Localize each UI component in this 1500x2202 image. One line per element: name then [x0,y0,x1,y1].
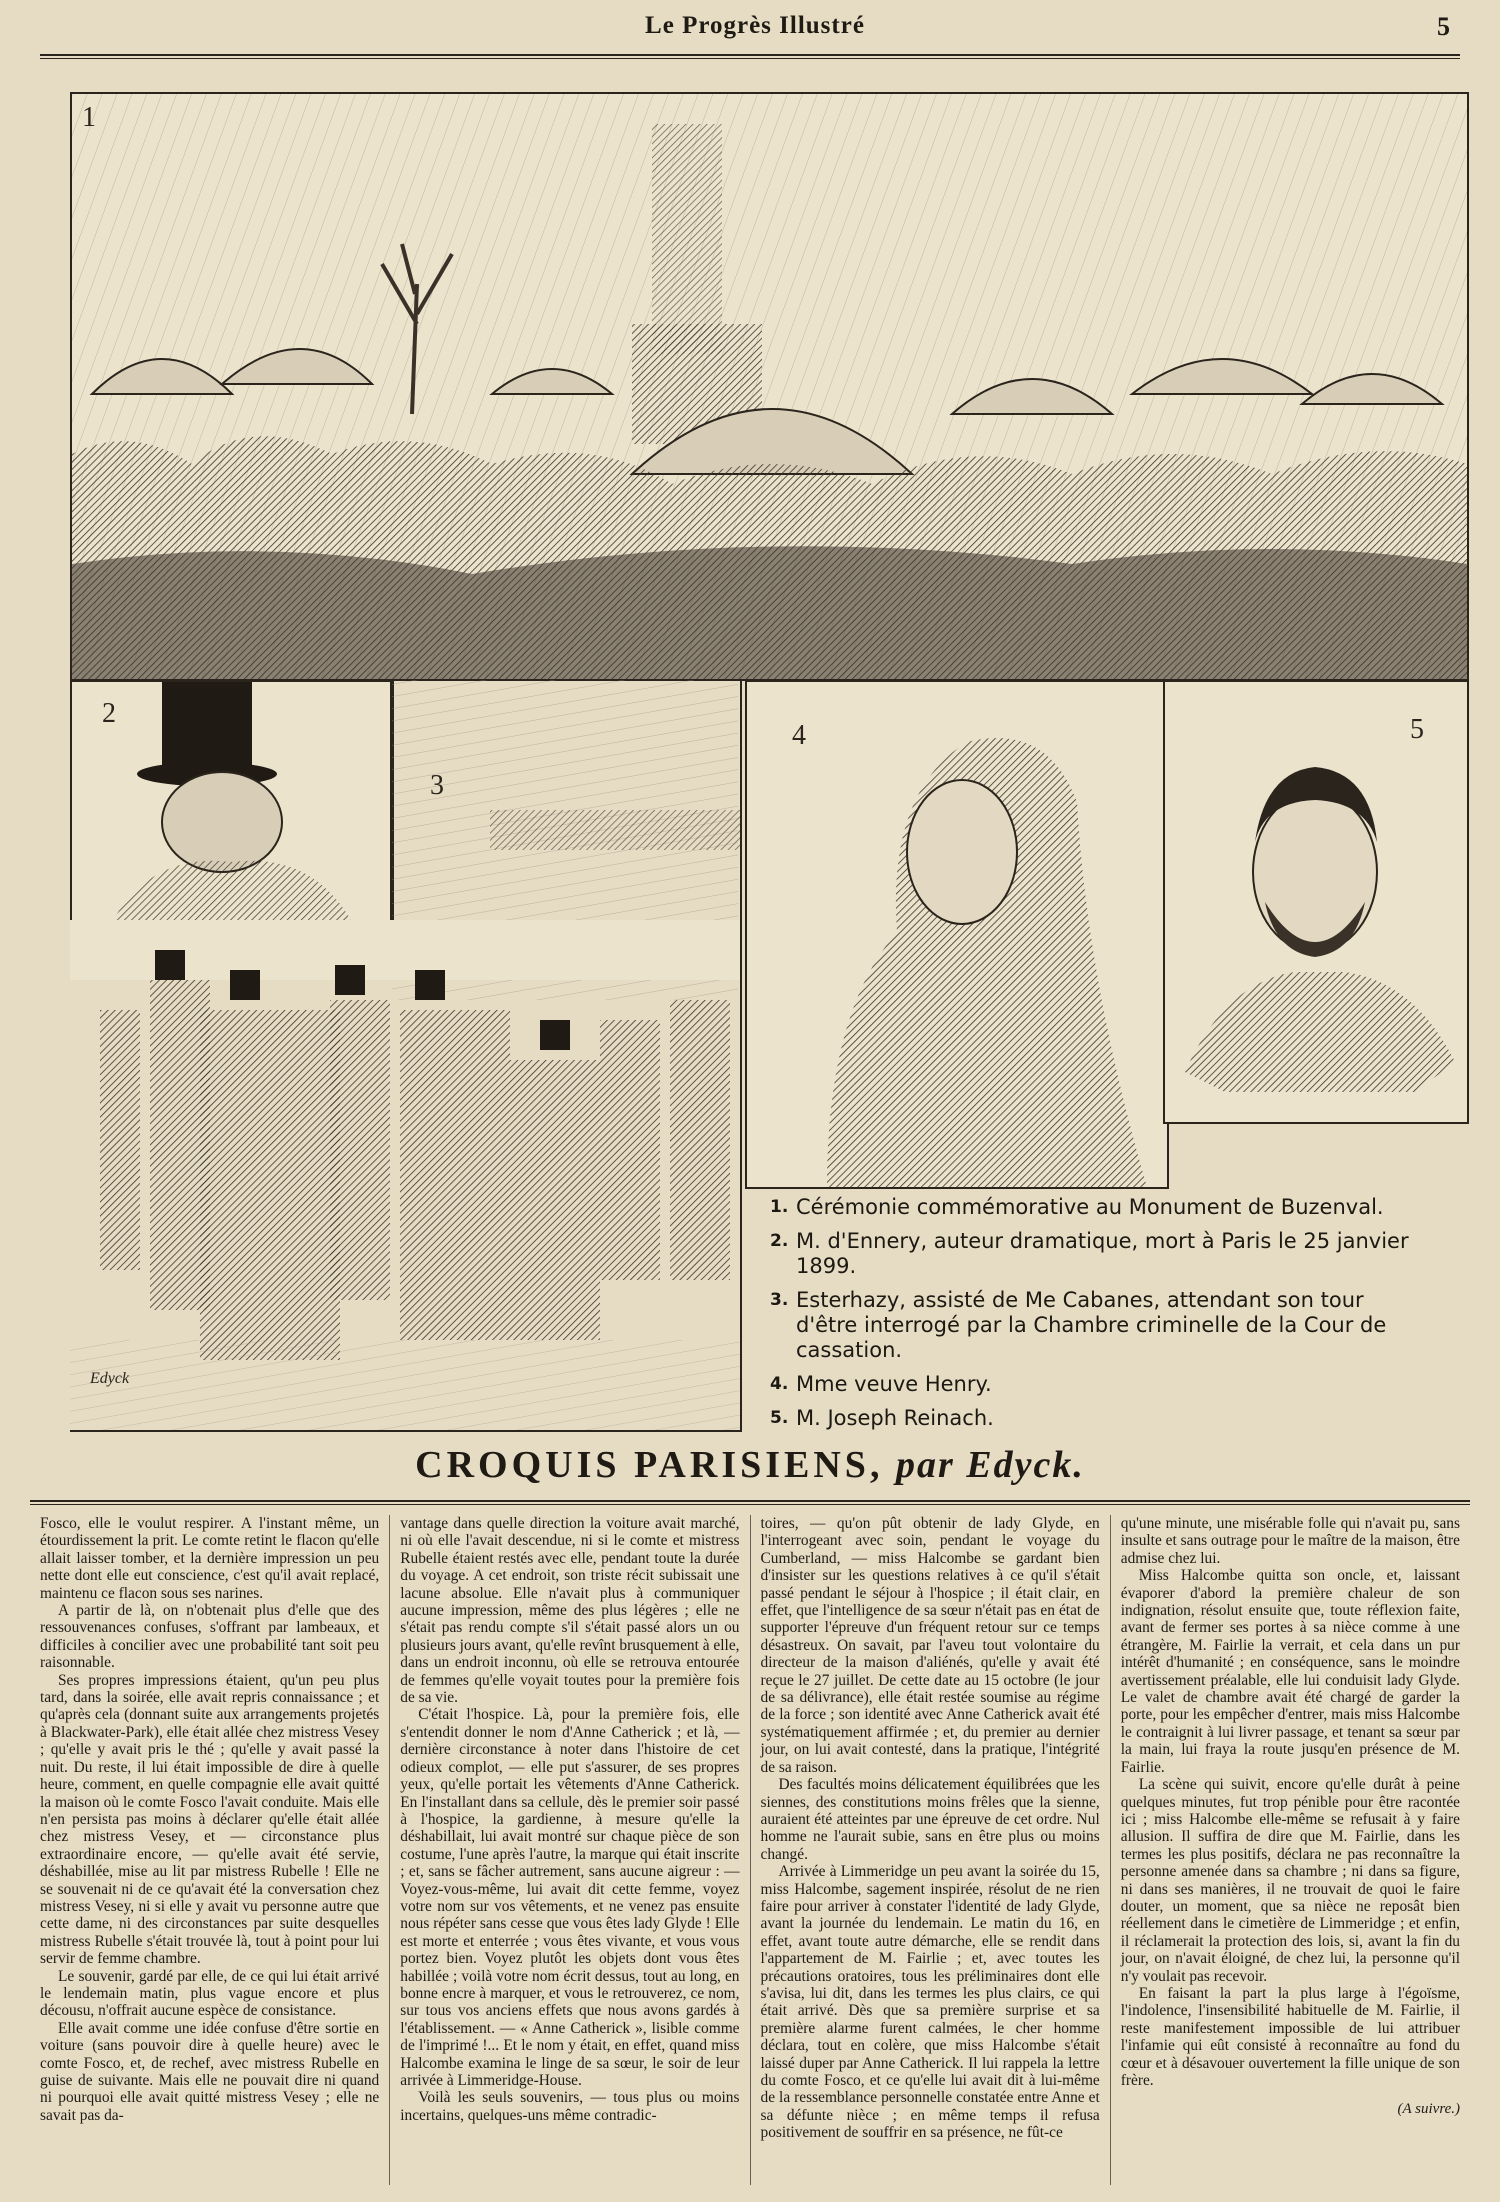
page-number: 5 [1437,12,1450,41]
caption-3 [770,1288,1420,1363]
plate-number-2: 2 [102,698,116,729]
feature-title-byline: par Edyck. [895,1444,1085,1486]
article-paragraph: Miss Halcombe quitta son oncle, et, laissant évaporer d'abord la première chaleur de son indignation, résolut ensuite que, toute réflexion faite, avant de fermer ses portes à sa nièce comme à une étrangère, M. Fairlie la verrait, et cela dans un pur intérêt d'humanité ; en conséquence, sans le moindre avertissement préalable, elle lui conduisit lady Glyde. Le valet de chambre avait été chargé de garder la porte, pour les empêcher d'entrer, mais miss Halcombe le contraignit à lui livrer passage, et tenant sa sœur par la main, lui fraya la route jusqu'en présence de M. Fairlie. [1120,1567,1460,1776]
article-paragraph: qu'une minute, une misérable folle qui n'avait pu, sans insulte et sans outrage pour le maître de la maison, être admise chez lui. [1120,1515,1460,1567]
article-paragraph: Elle avait comme une idée confuse d'être sortie en voiture (sans pouvoir dire à quelle heure) avec le comte Fosco, et, de rechef, avec mistress Rubelle en guise de suivante. Mais elle ne pouvait dire ni quand ni pourquoi elle avait quitté mistress Vesey ; elle ne savait pas da- [40,2019,380,2124]
plate-number-4: 4 [792,720,806,751]
article-paragraph: Fosco, elle le voulut respirer. A l'instant même, un étourdissement la prit. Le comte retint le flacon qu'elle allait laisser tomber, et la dernière impression un peu nette dont elle eut conscience, c'est qu'il avait replacé, maintenu ce flacon sous ses narines. [40,1515,380,1602]
feature-title-main: CROQUIS PARISIENS, [415,1444,884,1486]
caption-1 [770,1195,1420,1220]
caption-text: M. d'Ennery, auteur dramatique, mort à Paris le 25 janvier 1899. [796,1229,1409,1278]
illustration-joseph-reinach [1163,680,1469,1124]
plate-number-5: 5 [1410,714,1424,745]
header-rule [40,54,1460,56]
caption-4 [770,1372,1420,1397]
masthead [60,10,1450,50]
to-be-continued: (A suivre.) [1397,2101,1460,2118]
feature-title [0,1443,1500,1487]
caption-text: Mme veuve Henry. [796,1372,992,1396]
caption-number: 1. [770,1197,789,1217]
plate-number-1: 1 [82,102,96,133]
article-paragraph: vantage dans quelle direction la voiture avait marché, ni où elle l'avait descendue, ni si le comte et mistress Rubelle étaient restés avec elle, pendant toute la durée du voyage. A cet endroit, son triste récit subissait une lacune absolue. Elle n'avait plus à communiquer aucune impression, même des plus légères ; elle ne s'était pas rendu compte s'il s'était passé alors un ou plusieurs jours avant, qu'elle revînt brusquement à elle, dans un endroit inconnu, où elle se retrouva entourée de femmes qu'elle voyait toutes pour la première fois de sa vie. [400,1515,740,1707]
caption-text: Esterhazy, assisté de Me Cabanes, attendant son tour d'être interrogé par la Chambre criminelle de la Cour de cassation. [796,1288,1387,1362]
illustration-esterhazy [70,680,742,1432]
caption-number: 4. [770,1374,789,1394]
caption-2 [770,1229,1420,1279]
article-paragraph: A partir de là, on n'obtenait plus d'elle que des ressouvenances confuses, s'offrant par lambeaux, et difficiles à concilier avec une probabilité tant soit peu raisonnable. [40,1602,380,1672]
esterhazy-engraving [70,680,740,1430]
article-column-4 [1110,1515,1470,2185]
article-paragraph: Des facultés moins délicatement équilibrées que les siennes, des constitutions moins frêles que la sienne, auraient été atteintes par une épreuve de cet ordre. Nul homme ne l'aurait subie, sans en être plus ou moins changé. [760,1776,1100,1863]
article-paragraph: En faisant la part la plus large à l'égoïsme, l'indolence, l'insensibilité habituelle de M. Fairlie, il reste manifestement impossible de lui attribuer l'infamie qui eût consisté à reconnaître au fond du cœur et à désavouer ouvertement la fille unique de son frère. [1120,1984,1460,2089]
caption-number: 3. [770,1290,789,1310]
engraver-signature: Edyck [90,1370,130,1387]
mme-henry-portrait [747,682,1167,1187]
article-paragraph: toires, — qu'on pût obtenir de lady Glyde, en l'interrogeant avec soin, pendant le voyage du Cumberland, — miss Halcombe se gardant bien d'insister sur les questions relatives à ce qu'il s'était passé pendant le séjour à l'hospice ; il était clair, en effet, que l'intelligence de sa sœur n'était pas en état de supporter l'épreuve d'un fréquent retour sur ce temps désastreux. On savait, par l'aveu tout volontaire du directeur de la maison d'aliénés, qu'elle y avait été reçue le 27 juillet. De cette date au 15 octobre (le jour de sa délivrance), elle était restée soumise au régime de la force ; son identité avec Anne Catherick avait été systématiquement affirmée ; et, du premier au dernier jour, on lui avait contesté, dans la pratique, l'intégrité de sa raison. [760,1515,1100,1776]
reinach-portrait [1165,682,1467,1122]
article-paragraph: La scène qui suivit, encore qu'elle durât à peine quelques minutes, fut trop pénible pour être racontée ici ; miss Halcombe elle-même se refusait à y faire allusion. Il suffira de dire que M. Fairlie, dans les termes les plus positifs, déclara ne pas reconnaître la personne amenée dans sa chambre ; ni dans sa figure, ni dans ses manières, il ne trouvait de quoi le faire douter, un moment, que sa nièce ne reposât bien réellement dans le cimetière de Limmeridge ; et enfin, il réclamerait la protection des lois, si, avant la fin du jour, on n'avait éloigné, de chez lui, la personne qu'il n'y voulait pas recevoir. [1120,1776,1460,1985]
ceremony-engraving [72,94,1467,679]
illustration-mme-henry [745,680,1169,1189]
article-column-3 [750,1515,1110,2185]
illustration-ceremony-buzenval [70,92,1469,681]
title-rule [30,1500,1470,1502]
article-paragraph: Ses propres impressions étaient, qu'un peu plus tard, dans la soirée, elle avait repris connaissance ; et qu'après cela (donnant suite aux arrangements projetés à Blackwater-Park), elle était allée chez mistress Vesey ; qu'elle y avait pris le thé ; qu'elle y avait passé la nuit. Du reste, il lui était impossible de dire à quelle heure, comment, en quelle compagnie elle avait quitté la maison où le comte Fosco l'avait conduite. Mais elle n'en persista pas moins à déclarer qu'elle était allée chez mistress Vesey, et — circonstance plus extraordinaire encore, — qu'elle avait été servie, déshabillée, mise au lit par mistress Rubelle ! Elle ne se souvenait ni de ce qu'avait été la conversation chez mistress Vesey, ni si elle y avait vu personne autre que cette dame, ni des circonstances par suite desquelles mistress Rubelle s'était trouvée là, tout à point pour lui servir de femme chambre. [40,1671,380,1968]
caption-text: Cérémonie commémorative au Monument de Buzenval. [796,1195,1384,1219]
article-paragraph: Arrivée à Limmeridge un peu avant la soirée du 15, miss Halcombe, sagement inspirée, résolut de ne rien faire pour arriver à constater l'identité de lady Glyde, avant la journée du lendemain. Le matin du 16, en effet, avant toute autre démarche, elle se rendit dans l'appartement de M. Fairlie ; et, avec toutes les précautions oratoires, tous les préliminaires dont elle s'avisa, lui dit, dans les termes les plus clairs, ce qui était arrivé. Dès que sa première surprise et sa première alarme furent calmées, le cher homme déclara, tout en colère, que miss Halcombe s'était laissé duper par Anne Catherick. Il lui rappela la lettre du comte Fosco, et ce qu'elle lui avait dit à lui-même de la ressemblance personnelle constatée entre Anne et sa défunte nièce ; en même temps il refusa positivement de souffrir en sa présence, ne fût-ce [760,1863,1100,2142]
article-paragraph: Le souvenir, gardé par elle, de ce qui lui était arrivé le lendemain matin, plus vague encore et plus décousu, n'offrait aucune espèce de consistance. [40,1967,380,2020]
title-rule-thin [30,1504,1470,1505]
caption-number: 2. [770,1231,789,1251]
article-column-1 [30,1515,389,2185]
plate-number-3: 3 [430,770,444,801]
caption-number: 5. [770,1408,789,1428]
caption-text: M. Joseph Reinach. [796,1406,994,1430]
header-rule-thin [40,58,1460,59]
caption-5 [770,1406,1420,1431]
illustration-captions [770,1195,1420,1440]
serial-article [30,1515,1470,2185]
article-paragraph: C'était l'hospice. Là, pour la première fois, elle s'entendit donner le nom d'Anne Catherick ; et là, — dernière circonstance à noter dans l'histoire de cet odieux complot, — elle put s'assurer, de ses propres yeux, qu'elle portait les vêtements d'Anne Catherick. En l'installant dans sa cellule, dès le premier soir passé à l'hospice, la gardienne, à mesure qu'elle la déshabillait, lui avait montré sur chaque pièce de son costume, l'une après l'autre, la marque qui était inscrite ; et, sans se fâcher autrement, sans aucune aigreur : — Voyez-vous-même, lui avait dit cette femme, voyez votre nom sur vos vêtements, et ne venez pas ensuite nous répéter sans cesse que vous êtes lady Glyde ! Elle est morte et enterrée ; vous êtes vivante, et vous vous portez bien. Voyez plutôt les objets dont vous êtes habillée ; voilà votre nom écrit dessus, tout au long, en bonne encre à marquer, et vous le retrouverez, ce nom, sur tous vos anciens effets que nous avons gardés à l'établissement. — « Anne Catherick », lisible comme de l'imprimé !... Et le nom y était, en effet, quand miss Halcombe examina le linge de sa sœur, le soir de leur arrivée à Limmeridge-House. [400,1706,740,2089]
plate-divider-2 [390,680,392,920]
article-paragraph: Voilà les seuls souvenirs, — tous plus ou moins incertains, quelques-uns même contradic- [400,2089,740,2124]
article-column-2 [389,1515,749,2185]
newspaper-title: Le Progrès Illustré [645,12,865,39]
